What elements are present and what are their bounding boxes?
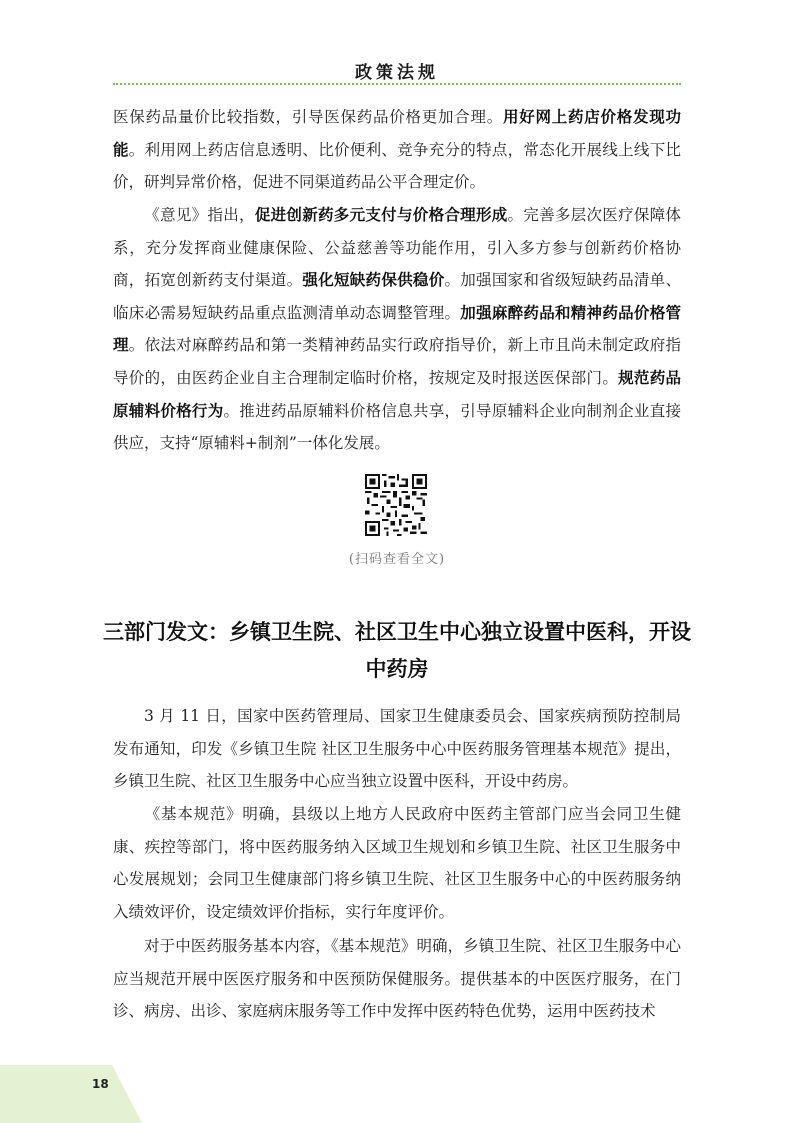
text-run: 。依法对麻醉药品和第一类精神药品实行政府指导价，新上市且尚未制定政府指导价的，由医药企业自主合理制定临时价格，按规定及时报送医保部门。 [113, 336, 681, 387]
text-run: 。完善多层次医疗保障体系，充分发挥商业健康保险、公益慈善等功能作用，引入多方参与创新药价格协商，拓宽创新药支付渠道。 [113, 206, 681, 290]
bold-heading-innovative-drugs: 促进创新药多元支付与价格合理形成 [254, 205, 508, 224]
section-title [100, 614, 694, 688]
bold-heading-raw-materials: 规范药品原辅料价格行为 [113, 367, 681, 420]
bold-heading-shortage-drugs: 强化短缺药保供稳价 [302, 270, 445, 290]
paragraph-service-content [113, 930, 681, 1028]
text-run: 3 月 11 日，国家中医药管理局、国家卫生健康委员会、国家疾病预防控制局发布通知，印发《乡镇卫生院 社区卫生服务中心中医药服务管理基本规范》提出，乡镇卫生院、社区卫生服务中心应当独立设置中医科，开设中药房。 [113, 707, 681, 791]
text-run: 《基本规范》明确，县级以上地方人民政府中医药主管部门应当会同卫生健康、疾控等部门，将中医药服务纳入区域卫生规划和乡镇卫生院、社区卫生服务中心发展规划；会同卫生健康部门将乡镇卫生院、社区卫生服务中心的中医药服务纳入绩效评价，设定绩效评价指标，实行年度评价。 [113, 805, 681, 921]
text-run: 。加强国家和省级短缺药品清单、临床必需易短缺药品重点监测清单动态调整管理。 [113, 271, 681, 322]
text-run: 医保药品量价比较指数，引导医保药品价格更加合理。 [113, 108, 503, 126]
page-header-title: 政策法规 [355, 63, 439, 83]
text-run: 对于中医药服务基本内容，《基本规范》明确，乡镇卫生院、社区卫生服务中心应当规范开展中医医疗服务和中医预防保健服务。提供基本的中医医疗服务，在门诊、病房、出诊、家庭病床服务等工作中发挥中医药特色优势，运用中医药技术 [113, 937, 681, 1021]
qr-caption: (扫码查看全文) [348, 552, 446, 567]
header-dotted-divider [113, 83, 681, 85]
bold-heading-narcotic-drugs: 加强麻醉药品和精神药品价格管理 [113, 302, 681, 355]
section-title-line: 中药房 [365, 657, 429, 681]
text-run: 《意见》指出， [144, 206, 255, 224]
paragraph-basic-norms [113, 798, 681, 928]
text-run: 。推进药品原辅料价格信息共享，引导原辅料企业向制剂企业直接供应，支持“原辅料+制剂”一体化发展。 [113, 401, 681, 453]
page-number: 18 [92, 1077, 109, 1091]
page-corner-decoration [0, 1065, 142, 1123]
paragraph-notice [113, 700, 681, 798]
paragraph-online-pharmacy [113, 101, 681, 199]
text-run: 。利用网上药店信息透明、比价便利、竞争充分的特点，常态化开展线上线下比价，研判异常价格，促进不同渠道药品公平合理定价。 [113, 140, 681, 192]
paragraph-opinion [113, 199, 681, 460]
qr-code-image[interactable] [365, 474, 427, 536]
section-title-line: 三部门发文：乡镇卫生院、社区卫生中心独立设置中医科，开设 [103, 620, 691, 644]
bold-heading-online-pharmacy: 用好网上药店价格发现功能 [113, 107, 681, 159]
